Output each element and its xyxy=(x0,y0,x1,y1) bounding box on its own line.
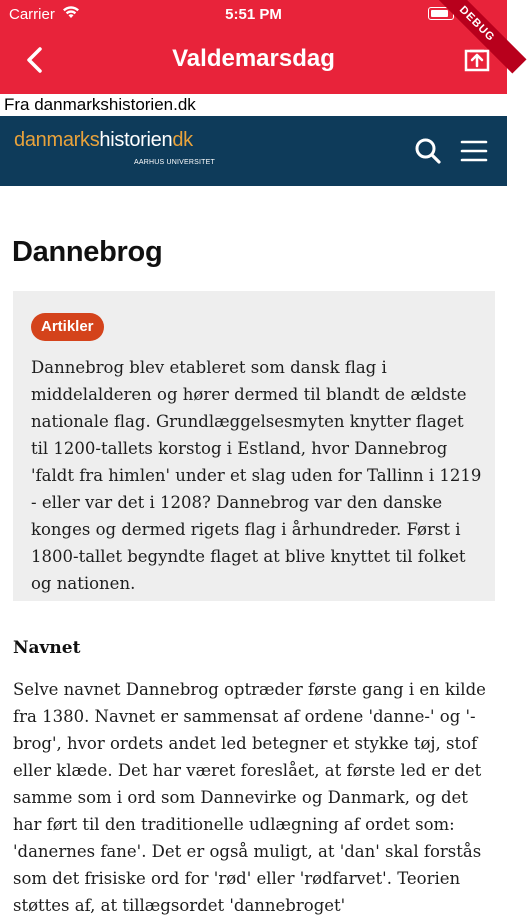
source-label: Fra danmarkshistorien.dk xyxy=(4,95,196,114)
logo-text-danmarks: danmarks xyxy=(14,129,100,151)
article-lead: Dannebrog blev etableret som dansk flag i middelalderen og hører dermed til blandt de ældste nationale flag. Grundlæggelsesmyten knytter flaget til 1200-tallets korstog i Estland, hvor Dannebrog 'faldt fra himlen' under et slag uden for Tallinn i 1219 - eller var det i 1208? Dannebrog var den danske konges og dermed rigets flag i århundreder. Først i 1800-tallet begyndte flaget at blive knyttet til folket og nationen. xyxy=(31,358,482,593)
article-body: Selve navnet Dannebrog optræder første gang i en kilde fra 1380. Navnet er sammensat af ordene 'danne-' og '-brog', hvor ordets andet led betegner et stykke tøj, stof eller klæde. Det har været foreslået, at første led er det samme som i ord som Dannevirke og Danmark, og det har ført til den traditionelle udlægning af ordet som: 'danernes fane'. Det er også muligt, at 'dan' skal forstås som det frisiske ord for 'rød' eller 'rødfarvet'. Teorien støttes af, at tillægsordet 'dannebroget' xyxy=(13,680,486,915)
open-external-icon xyxy=(462,44,492,74)
back-button[interactable] xyxy=(20,44,50,76)
debug-banner: DEBUG xyxy=(428,0,527,73)
logo-subtitle: AARHUS UNIVERSITET xyxy=(134,159,215,166)
carrier-label: Carrier xyxy=(9,6,55,23)
status-bar xyxy=(0,0,507,28)
page-title: Valdemarsdag xyxy=(172,45,335,72)
menu-button[interactable] xyxy=(460,139,488,163)
article-intro-box xyxy=(13,291,495,601)
category-tag[interactable]: Artikler xyxy=(31,313,104,341)
section-title: Navnet xyxy=(13,638,81,658)
search-icon xyxy=(414,137,442,165)
search-button[interactable] xyxy=(414,137,442,165)
logo-text-historien: historien xyxy=(99,129,173,151)
app-bar xyxy=(0,0,507,94)
chevron-left-icon xyxy=(20,44,50,76)
open-external-button[interactable] xyxy=(462,44,492,74)
article-title: Dannebrog xyxy=(12,236,163,268)
logo-text-dk: dk xyxy=(172,129,193,151)
site-logo[interactable] xyxy=(14,129,215,166)
hamburger-menu-icon xyxy=(460,139,488,163)
clock: 5:51 PM xyxy=(225,6,282,23)
